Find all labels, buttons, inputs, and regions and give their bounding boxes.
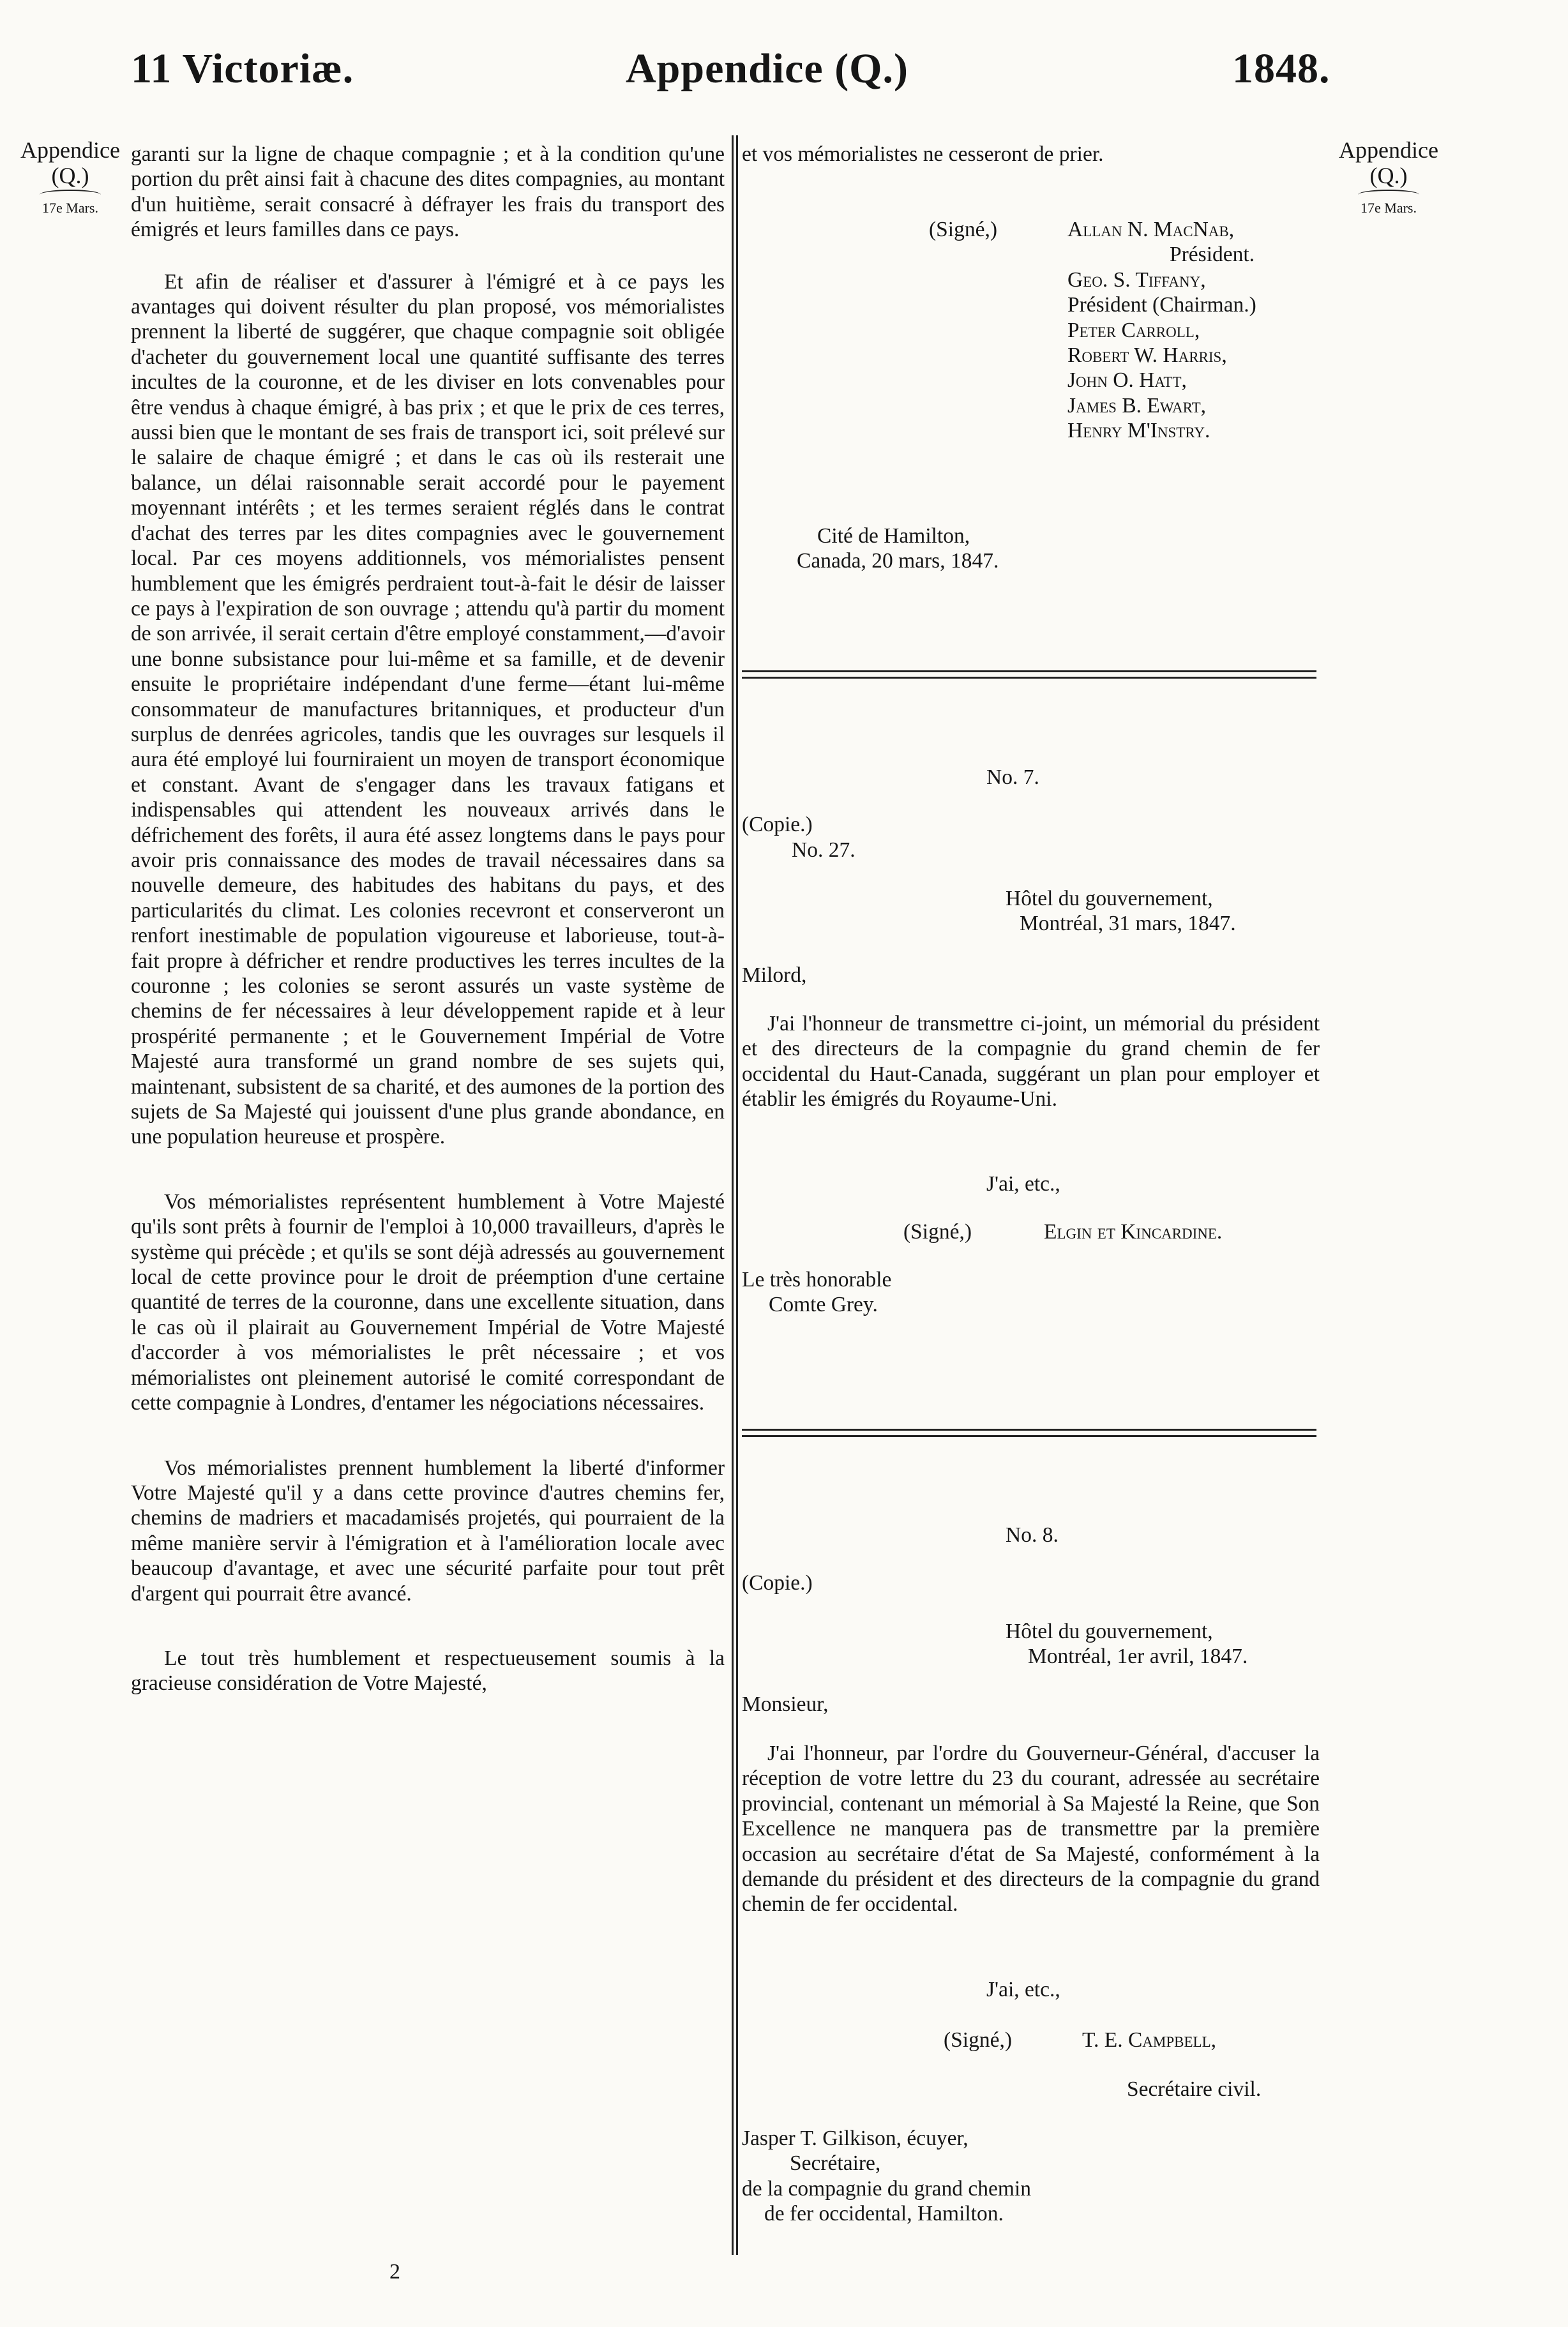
addressee-line: Jasper T. Gilkison, écuyer, — [742, 2127, 969, 2150]
signatory-name: Geo. S. Tiffany, — [1067, 267, 1206, 292]
section-rule — [742, 1429, 1316, 1431]
column-divider — [732, 135, 734, 2255]
margin-brace — [1358, 190, 1419, 200]
addressee-line: de fer occidental, Hamilton. — [764, 2202, 1004, 2226]
margin-date: 17e Mars. — [42, 200, 98, 216]
page-number: 2 — [389, 2260, 400, 2284]
signatory-name: Henry M'Instry. — [1067, 419, 1210, 443]
place-line: Hôtel du gouvernement, — [1006, 887, 1213, 910]
signatory-title: Président (Chairman.) — [1067, 293, 1256, 317]
header-year: 1848. — [1232, 45, 1331, 92]
doc7-place — [1006, 886, 1236, 937]
addressee-line: de la compagnie du grand chemin — [742, 2176, 1032, 2201]
page-title: Appendice (Q.) — [626, 45, 908, 92]
doc7-signer: Elgin et Kincardine. — [1044, 1220, 1223, 1244]
signatory-name: Allan N. MacNab, — [1067, 218, 1235, 241]
right-column — [742, 142, 1326, 167]
doc8-signer: T. E. Campbell, — [1082, 2028, 1216, 2052]
signatory-title: Président. — [1170, 243, 1255, 267]
doc7-closing: J'ai, etc., — [986, 1172, 1060, 1196]
place-date — [797, 523, 999, 574]
margin-letter: (Q.) — [51, 163, 89, 188]
doc8-signed: (Signé,) — [944, 2028, 1012, 2052]
place-line: Hôtel du gouvernement, — [1006, 1620, 1213, 1643]
doc7-addressee — [742, 1267, 891, 1318]
closing-line: et vos mémorialistes ne cesseront de prier. — [742, 142, 1104, 166]
margin-label: Appendice — [1339, 137, 1438, 163]
margin-note-left — [13, 137, 128, 216]
doc8-closing: J'ai, etc., — [986, 1978, 1060, 2001]
paragraph: Et afin de réaliser et d'assurer à l'émigré et à ce pays les avantages qui doivent résulter du plan proposé, vos mémorialistes prennent la liberté de suggérer, que chaque compagnie soit obligée d'acheter du gouvernement local une quantité suffisante des terres incultes de la couronne, et de les diviser en lots convenables pour être vendus à chaque émigré, à bas prix ; et que le prix de ces terres, aussi bien que le montant de ses frais de transport ici, soit prélevé sur le salaire de chaque émigré ; et dans le cas où ils resterait une balance, un délai raisonnable serait accordé pour le payement moyennant intérêts ; et les termes seraient réglés dans le contrat d'achat des terres par les dites compagnies avec le gouvernement local. Par ces moyens additionnels, vos mémorialistes pensent humblement que les émigrés perdraient tout-à-fait le désir de laisser ce pays à l'expiration de son ouvrage ; attendu qu'à partir du moment de son arrivée, il serait certain d'être employé constamment,—d'avoir une bonne subsistance pour lui-même et sa famille, et de devenir ensuite le propriétaire indépendant d'une ferme—étant lui-même consommateur de manufactures britanniques, et producteur d'un surplus de denrées agricoles, tandis que les ouvrages sur lesquels il aura été employé lui fourniraient un moyen de transport économique et constant. Avant de s'engager dans les travaux fatigans et indispensables qui attendent les nouveaux arrivés dans le défrichement des forêts, il aura été assez longtems dans le pays pour avoir pris connaissance des modes de travail nécessaires dans sa nouvelle demeure, des habitudes des habitans du pays, et des particularités du climat. Les colonies recevront et conserveront un renfort inestimable de population vigoureuse et laborieuse, tout-à-fait propre à défricher et rendre productives les terres incultes de la couronne ; les colonies se seront assurés un vaste système de chemins de fer nécessaires à leur développement rapide et à leur prospérité permanente ; et le Gouvernement Impérial de Votre Majesté aura transformé un grand nombre de ses sujets qui, maintenant, subsistent de sa charité, et des aumones de la portion des sujets de Sa Majesté qui jouissent d'une plus grande abondance, en une population heureuse et prospère. — [131, 269, 725, 1149]
margin-letter: (Q.) — [1369, 163, 1408, 188]
doc8-number: No. 8. — [1006, 1523, 1059, 1547]
column-divider — [736, 135, 738, 2255]
left-column — [131, 142, 725, 1696]
date-line: Canada, 20 mars, 1847. — [797, 549, 999, 573]
doc7-number: No. 7. — [986, 765, 1039, 789]
signatory-name: Peter Carroll, — [1067, 318, 1200, 342]
doc8-salutation: Monsieur, — [742, 1692, 829, 1716]
doc8-signer-title: Secrétaire civil. — [1127, 2077, 1262, 2101]
section-rule — [742, 1435, 1316, 1437]
paragraph: Le tout très humblement et respectueusement soumis à la gracieuse considération de Votre Majesté, — [131, 1646, 725, 1696]
doc7-signed: (Signé,) — [903, 1220, 972, 1244]
doc7-copy: (Copie.) — [742, 813, 813, 836]
paragraph: Vos mémorialistes représentent humblement à Votre Majesté qu'ils sont prêts à fournir de l'emploi à 10,000 travailleurs, d'après le système qui précède ; et qu'ils se sont déjà adressés au gouvernement local de cette province pour le droit de préemption d'une certaine quantité de terres de la couronne, dans une excellente situation, dans le cas où il plairait au Gouvernement Impérial de Votre Majesté d'accorder à vos mémorialistes le prêt nécessaire ; et vos mémorialistes ont pleinement autorisé le comité correspondant de cette compagnie à Londres, d'entamer les négociations nécessaires. — [131, 1189, 725, 1415]
section-rule — [742, 670, 1316, 672]
doc7-body: J'ai l'honneur de transmettre ci-joint, un mémorial du président et des directeurs de la compagnie du grand chemin de fer occidental du Haut-Canada, suggérant un plan pour employer et établir les émigrés du Royaume-Uni. — [742, 1012, 1320, 1111]
signatory-name: John O. Hatt, — [1067, 368, 1187, 393]
margin-label: Appendice — [20, 137, 120, 163]
addressee-line: Le très honorable — [742, 1268, 892, 1292]
date-line: Montréal, 1er avril, 1847. — [1028, 1645, 1248, 1669]
signatory-name: Robert W. Harris, — [1067, 343, 1227, 368]
date-line: Montréal, 31 mars, 1847. — [1020, 912, 1236, 936]
header-left: 11 Victoriæ. — [131, 45, 354, 92]
paragraph: garanti sur la ligne de chaque compagnie ; et à la condition qu'une portion du prêt ainsi fait à chacune des dites compagnies, au montant d'un huitième, serait consacré à défrayer les frais du transport des émigrés et leurs familles dans ce pays. — [131, 142, 725, 242]
signatory-name: James B. Ewart, — [1067, 393, 1207, 418]
signed-label: (Signé,) — [929, 218, 997, 241]
addressee-line: Secrétaire, — [790, 2151, 881, 2176]
margin-date: 17e Mars. — [1361, 200, 1417, 216]
margin-brace — [40, 190, 101, 200]
margin-note-right — [1328, 137, 1449, 216]
signatory-block — [1067, 217, 1336, 444]
doc8-place — [1006, 1619, 1248, 1669]
paragraph: Vos mémorialistes prennent humblement la liberté d'informer Votre Majesté qu'il y a dans cette province d'autres chemins fer, chemins de madriers et macadamisés projetés, qui pourraient de la même manière servir à l'émigration et à l'amélioration locale avec beaucoup d'avantage, et avec une sécurité parfaite pour tout prêt d'argent qui pourrait être avancé. — [131, 1456, 725, 1606]
place-line: Cité de Hamilton, — [817, 524, 970, 548]
section-rule — [742, 677, 1316, 679]
addressee-line: Comte Grey. — [769, 1293, 878, 1317]
doc8-addressee — [742, 2126, 1031, 2227]
doc7-sub-number: No. 27. — [792, 838, 856, 862]
doc8-copy: (Copie.) — [742, 1571, 813, 1595]
doc7-salutation: Milord, — [742, 963, 807, 987]
doc8-body: J'ai l'honneur, par l'ordre du Gouverneur-Général, d'accuser la réception de votre lettre du 23 du courant, adressée au secrétaire provincial, contenant un mémorial à Sa Majesté la Reine, que Son Excellence ne manquera pas de transmettre par la première occasion au secrétaire d'état de Sa Majesté, conformément à la demande du président et des directeurs de la compagnie du grand chemin de fer occidental. — [742, 1742, 1320, 1917]
